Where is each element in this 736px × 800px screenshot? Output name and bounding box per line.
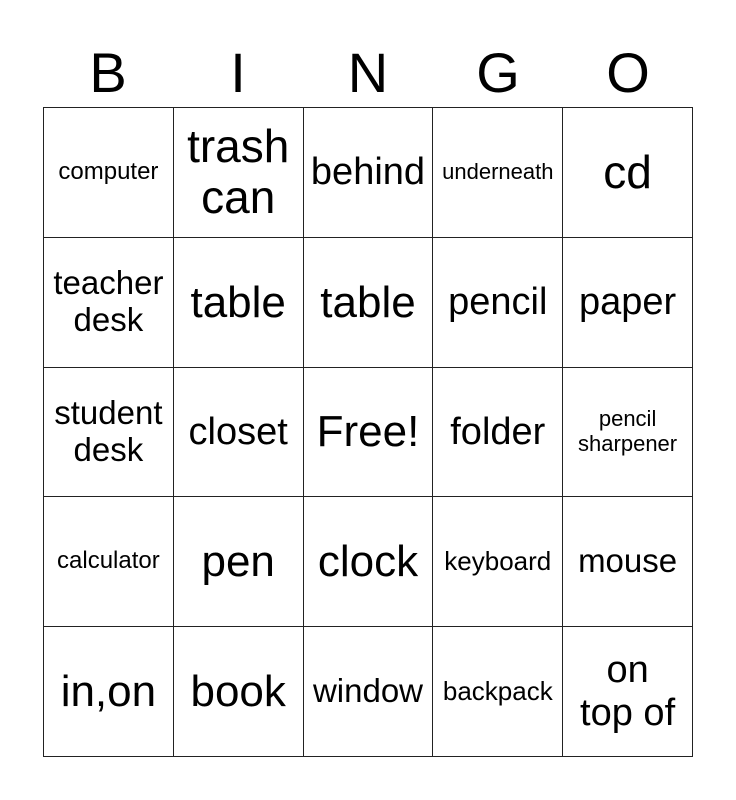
header-letter-g: G: [476, 41, 520, 104]
bingo-cell[interactable]: underneath: [433, 108, 563, 238]
bingo-cell[interactable]: pen: [174, 497, 304, 627]
bingo-cell[interactable]: paper: [563, 238, 693, 368]
bingo-cell[interactable]: teacher desk: [44, 238, 174, 368]
bingo-cell[interactable]: calculator: [44, 497, 174, 627]
bingo-cell[interactable]: book: [174, 627, 304, 757]
bingo-cell[interactable]: table: [304, 238, 434, 368]
bingo-cell[interactable]: keyboard: [433, 497, 563, 627]
bingo-cell-free[interactable]: Free!: [304, 368, 434, 498]
bingo-cell[interactable]: on top of: [563, 627, 693, 757]
bingo-cell[interactable]: behind: [304, 108, 434, 238]
bingo-cell[interactable]: in,on: [44, 627, 174, 757]
bingo-cell[interactable]: student desk: [44, 368, 174, 498]
bingo-header: [43, 38, 693, 108]
bingo-cell[interactable]: clock: [304, 497, 434, 627]
bingo-cell[interactable]: closet: [174, 368, 304, 498]
header-letter-b: B: [89, 41, 127, 104]
bingo-cell[interactable]: trash can: [174, 108, 304, 238]
bingo-cell[interactable]: pencil: [433, 238, 563, 368]
header-letter-o: O: [606, 41, 650, 104]
bingo-board: [43, 107, 693, 757]
bingo-cell[interactable]: table: [174, 238, 304, 368]
header-letter-i: I: [230, 41, 246, 104]
bingo-cell[interactable]: mouse: [563, 497, 693, 627]
bingo-cell[interactable]: cd: [563, 108, 693, 238]
bingo-cell[interactable]: window: [304, 627, 434, 757]
header-letter-n: N: [347, 41, 389, 104]
bingo-cell[interactable]: pencil sharpener: [563, 368, 693, 498]
bingo-cell[interactable]: computer: [44, 108, 174, 238]
bingo-cell[interactable]: folder: [433, 368, 563, 498]
bingo-cell[interactable]: backpack: [433, 627, 563, 757]
